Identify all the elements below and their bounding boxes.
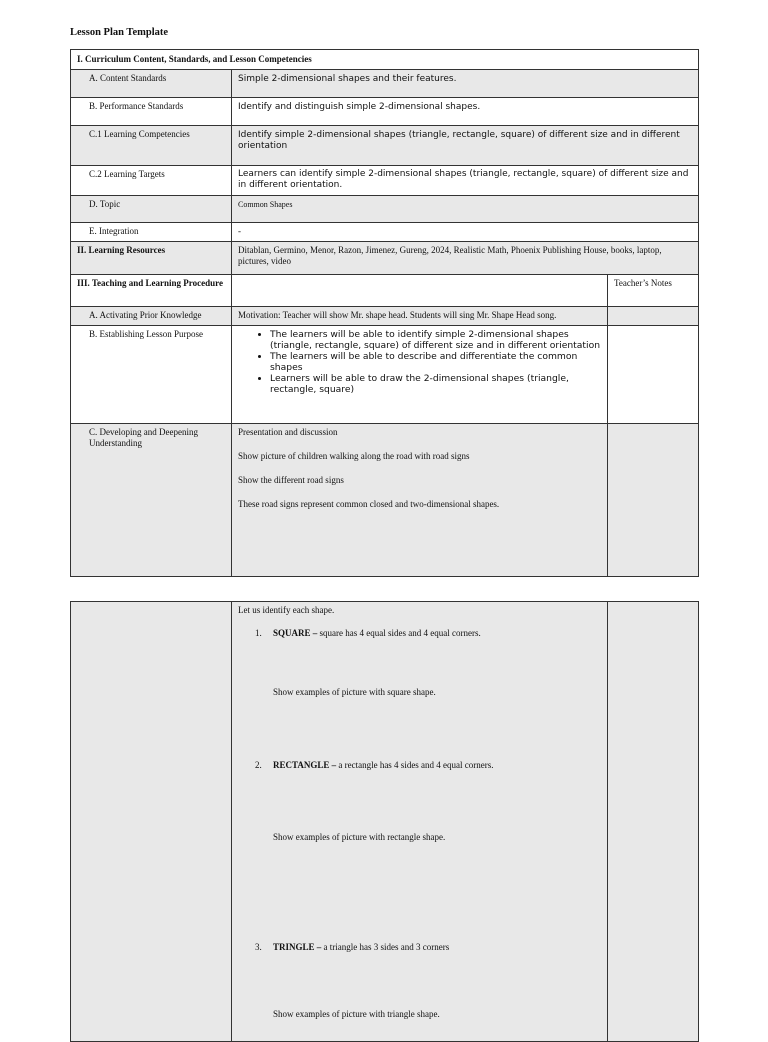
paragraph: Show the different road signs — [238, 475, 344, 485]
section2-label: II. Learning Resources — [71, 242, 232, 275]
establishing-lesson-purpose-row — [71, 326, 699, 424]
continuation-label-cell — [71, 602, 232, 1042]
section2-value: Ditablan, Germino, Menor, Razon, Jimenez, Gureng, 2024, Realistic Math, Phoenix Publishing House, books, laptop, pictures, video — [232, 242, 699, 275]
section1-header-row — [71, 50, 699, 70]
shape-term: RECTANGLE – — [273, 760, 337, 770]
shape-desc: a rectangle has 4 sides and 4 equal corners. — [336, 760, 494, 770]
page-title: Lesson Plan Template — [70, 27, 169, 38]
section1-header: I. Curriculum Content, Standards, and Lesson Competencies — [71, 50, 699, 70]
shape-term: SQUARE – — [273, 628, 318, 638]
row-label: B. Performance Standards — [71, 98, 232, 126]
row-label: A. Activating Prior Knowledge — [71, 307, 232, 326]
procedure-header-blank — [232, 275, 608, 307]
paragraph: These road signs represent common closed and two-dimensional shapes. — [238, 499, 500, 509]
shape-example: Show examples of picture with triangle shape. — [273, 1009, 440, 1019]
row-value: Identify simple 2-dimensional shapes (triangle, rectangle, square) of different size and in different orientation — [232, 126, 699, 166]
list-item: • The learners will be able to describe and differentiate the common shapes — [270, 351, 601, 373]
list-item: • Learners will be able to draw the 2-dimensional shapes (triangle, rectangle, square) — [270, 373, 601, 395]
row-value: Identify and distinguish simple 2-dimensional shapes. — [232, 98, 699, 126]
row-label: C.2 Learning Targets — [71, 166, 232, 196]
lesson-plan-table — [70, 49, 699, 577]
row-value: Learners can identify simple 2-dimensional shapes (triangle, rectangle, square) of different size and in different orientation. — [232, 166, 699, 196]
item-number: 1. — [255, 628, 262, 638]
procedure-header-row — [71, 275, 699, 307]
row-value: Simple 2-dimensional shapes and their features. — [232, 70, 699, 98]
shape-term: TRINGLE – — [273, 942, 322, 952]
developing-understanding-row — [71, 424, 699, 577]
paragraph: Show picture of children walking along the road with road signs — [238, 451, 470, 461]
notes-cell — [608, 307, 699, 326]
row-value: - — [232, 223, 699, 242]
shape-desc: a triangle has 3 sides and 3 corners — [321, 942, 450, 952]
row-label — [71, 424, 232, 577]
shape-item-triangle — [238, 942, 601, 1020]
lesson-purpose-cell — [232, 326, 608, 424]
row-label-text: C. Developing and Deepening Understanding — [89, 427, 198, 448]
shape-desc: square has 4 equal sides and 4 equal corners. — [317, 628, 481, 638]
paragraph: Presentation and discussion — [238, 427, 338, 437]
topic-row — [71, 196, 699, 223]
learning-resources-row — [71, 242, 699, 275]
shape-item-square — [238, 628, 601, 698]
shape-item-rectangle — [238, 760, 601, 843]
teachers-notes-header: Teacher’s Notes — [608, 275, 699, 307]
integration-row — [71, 223, 699, 242]
activating-prior-knowledge-row — [71, 307, 699, 326]
performance-standards-row — [71, 98, 699, 126]
row-value: Motivation: Teacher will show Mr. shape head. Students will sing Mr. Shape Head song. — [232, 307, 608, 326]
learning-targets-row — [71, 166, 699, 196]
row-label: E. Integration — [71, 223, 232, 242]
developing-understanding-cell — [232, 424, 608, 577]
shapes-cell — [232, 602, 608, 1042]
notes-cell — [608, 424, 699, 577]
row-label: C.1 Learning Competencies — [71, 126, 232, 166]
shapes-intro: Let us identify each shape. — [238, 605, 335, 615]
row-value: Common Shapes — [232, 196, 699, 223]
learning-competencies-row — [71, 126, 699, 166]
row-label: A. Content Standards — [71, 70, 232, 98]
section3-label: III. Teaching and Learning Procedure — [71, 275, 232, 307]
shape-example: Show examples of picture with square shape. — [273, 687, 436, 697]
list-item: • The learners will be able to identify simple 2-dimensional shapes (triangle, rectangle, square) of different size and in different orientation — [270, 329, 601, 351]
shape-example: Show examples of picture with rectangle shape. — [273, 832, 446, 842]
item-number: 3. — [255, 942, 262, 952]
row-label: B. Establishing Lesson Purpose — [71, 326, 232, 424]
row-label: D. Topic — [71, 196, 232, 223]
lesson-purpose-list — [238, 329, 601, 395]
continuation-table — [70, 601, 699, 1042]
content-standards-row — [71, 70, 699, 98]
continuation-row — [71, 602, 699, 1042]
item-number: 2. — [255, 760, 262, 770]
notes-cell — [608, 326, 699, 424]
notes-cell — [608, 602, 699, 1042]
